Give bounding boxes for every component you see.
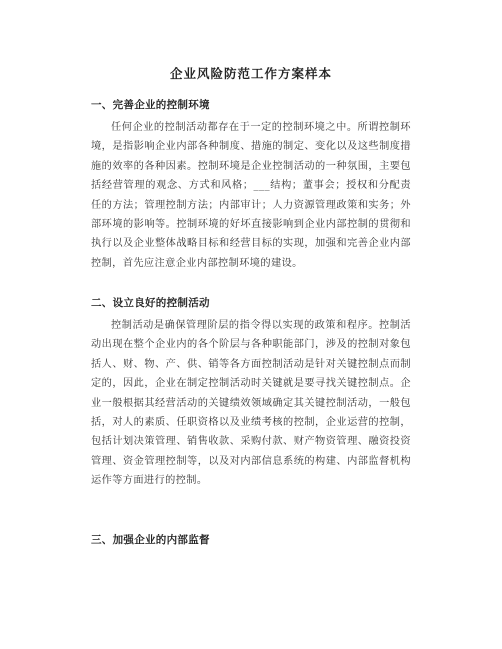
section-heading-3: 三、加强企业的内部监督 xyxy=(91,534,210,546)
section-heading-2: 二、设立良好的控制活动 xyxy=(91,297,210,309)
document-title: 企业风险防范工作方案样本 xyxy=(169,66,332,81)
section-paragraph-1: 任何企业的控制活动都存在于一定的控制环境之中。所谓控制环境，是指影响企业内部各种制度、措施的制定、变化以及这些制度措施的效率的各种因素。控制环境是企业控制活动的一种氛围，主要包括经营管理的观念、方式和风格；___结构；董事会；授权和分配责任的方法；管理控制方法；内部审计；人力资源管理政策和实务；外部环境的影响等。控制环境的好坏直接影响到企业内部控制的贯彻和执行以及企业整体战略目标和经营目标的实现，加强和完善企业内部控制，首先应注意企业内部控制环境的建设。 xyxy=(91,122,411,269)
section-paragraph-2: 控制活动是确保管理阶层的指令得以实现的政策和程序。控制活动出现在整个企业内的各个阶层与各种职能部门，涉及的控制对象包括人、财、物、产、供、销等各方面控制活动是针对关键控制点而制定的，因此，企业在制定控制活动时关键就是要寻找关键控制点。企业一般根据其经营活动的关键绩效领域确定其关键控制活动，一般包括，对人的素质、任职资格以及业绩考核的控制，企业运营的控制，包括计划决策管理、销售收款、采购付款、财产物资管理、融资投资管理、资金管理控制等，以及对内部信息系统的构建、内部监督机构运作等方面进行的控制。 xyxy=(91,320,411,487)
section-heading-1: 一、完善企业的控制环境 xyxy=(91,99,210,111)
